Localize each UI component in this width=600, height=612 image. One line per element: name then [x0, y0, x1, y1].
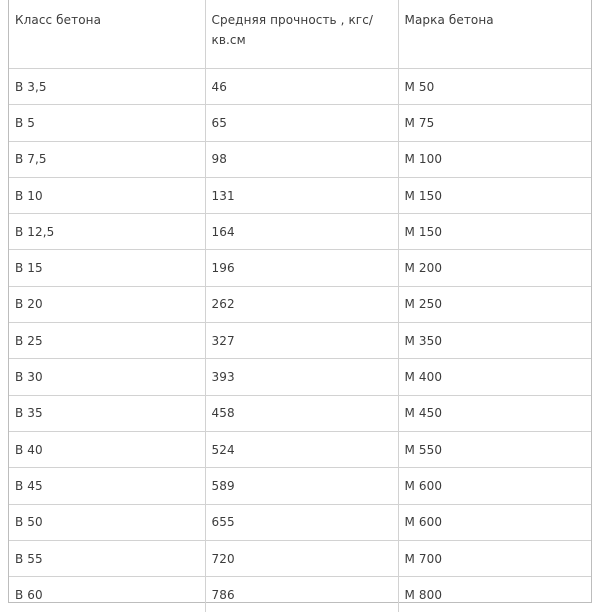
cell-concrete-class: В 12,5: [9, 214, 205, 250]
table-frame: [8, 0, 592, 603]
cell-concrete-grade: М 50: [398, 69, 591, 105]
concrete-class-table: [9, 0, 591, 612]
table-row: [9, 395, 591, 431]
cell-concrete-class: В 7,5: [9, 141, 205, 177]
cell-average-strength: 196: [205, 250, 398, 286]
cell-average-strength: 720: [205, 540, 398, 576]
header-row: [9, 0, 591, 69]
cell-concrete-grade: М 100: [398, 141, 591, 177]
cell-concrete-grade: М 450: [398, 395, 591, 431]
cell-average-strength: 262: [205, 286, 398, 322]
table-row: [9, 577, 591, 612]
header-average-strength: Средняя прочность , кгс/кв.см: [205, 0, 398, 69]
cell-concrete-class: В 25: [9, 323, 205, 359]
cell-average-strength: 786: [205, 577, 398, 612]
cell-average-strength: 393: [205, 359, 398, 395]
cell-average-strength: 327: [205, 323, 398, 359]
table-row: [9, 286, 591, 322]
cell-average-strength: 65: [205, 105, 398, 141]
table-body: [9, 69, 591, 612]
cell-concrete-class: В 5: [9, 105, 205, 141]
cell-average-strength: 524: [205, 431, 398, 467]
cell-average-strength: 589: [205, 468, 398, 504]
cell-average-strength: 458: [205, 395, 398, 431]
cell-concrete-class: В 15: [9, 250, 205, 286]
cell-concrete-grade: М 150: [398, 177, 591, 213]
cell-average-strength: 655: [205, 504, 398, 540]
table-row: [9, 468, 591, 504]
cell-average-strength: 131: [205, 177, 398, 213]
cell-concrete-class: В 20: [9, 286, 205, 322]
table-row: [9, 177, 591, 213]
cell-concrete-class: В 45: [9, 468, 205, 504]
cell-concrete-grade: М 200: [398, 250, 591, 286]
table-row: [9, 105, 591, 141]
table-row: [9, 431, 591, 467]
cell-average-strength: 46: [205, 69, 398, 105]
cell-concrete-grade: М 75: [398, 105, 591, 141]
table-row: [9, 69, 591, 105]
cell-concrete-grade: М 600: [398, 504, 591, 540]
cell-concrete-grade: М 600: [398, 468, 591, 504]
cell-concrete-grade: М 250: [398, 286, 591, 322]
cell-concrete-class: В 30: [9, 359, 205, 395]
table-row: [9, 359, 591, 395]
table-row: [9, 504, 591, 540]
cell-concrete-class: В 55: [9, 540, 205, 576]
table-row: [9, 323, 591, 359]
cell-concrete-class: В 40: [9, 431, 205, 467]
table-header: [9, 0, 591, 69]
cell-concrete-class: В 35: [9, 395, 205, 431]
table-row: [9, 250, 591, 286]
header-concrete-grade: Марка бетона: [398, 0, 591, 69]
cell-average-strength: 98: [205, 141, 398, 177]
header-concrete-class: Класс бетона: [9, 0, 205, 69]
table-row: [9, 214, 591, 250]
cell-average-strength: 164: [205, 214, 398, 250]
cell-concrete-class: В 50: [9, 504, 205, 540]
cell-concrete-grade: М 800: [398, 577, 591, 612]
cell-concrete-grade: М 150: [398, 214, 591, 250]
table-row: [9, 540, 591, 576]
cell-concrete-grade: М 700: [398, 540, 591, 576]
cell-concrete-grade: М 350: [398, 323, 591, 359]
cell-concrete-class: В 60: [9, 577, 205, 612]
cell-concrete-grade: М 400: [398, 359, 591, 395]
table-row: [9, 141, 591, 177]
cell-concrete-grade: М 550: [398, 431, 591, 467]
cell-concrete-class: В 10: [9, 177, 205, 213]
cell-concrete-class: В 3,5: [9, 69, 205, 105]
